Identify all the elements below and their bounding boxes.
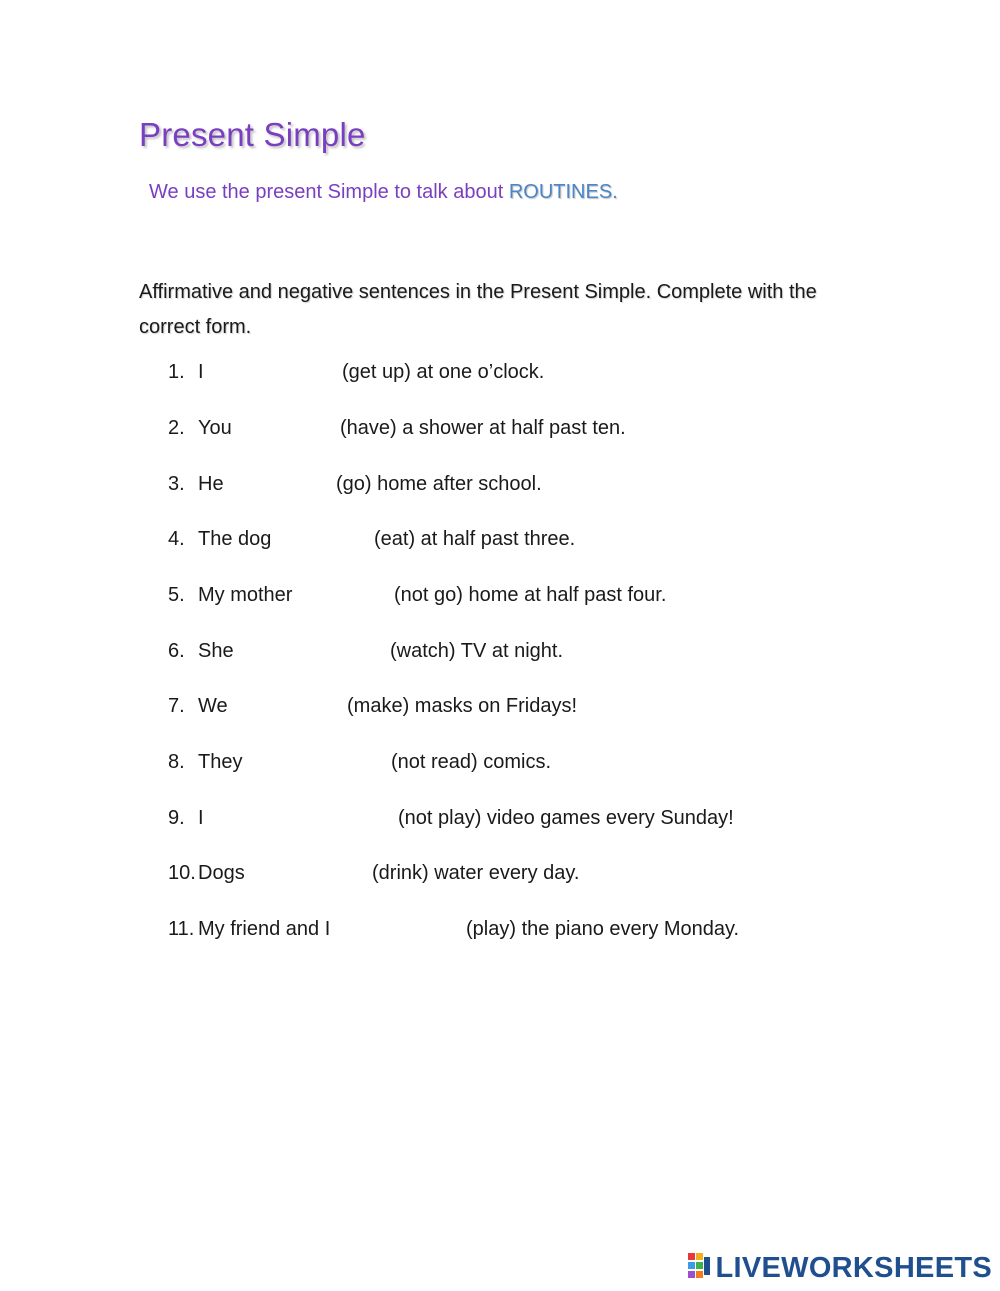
item-prompt: (play) the piano every Monday. [466, 918, 740, 940]
answer-blank-5[interactable] [318, 581, 319, 605]
item-subject: I [198, 361, 204, 383]
item-subject: The dog [198, 528, 272, 550]
item-subject: She [198, 640, 234, 662]
item-subject: We [198, 695, 228, 717]
answer-blank-3[interactable] [238, 470, 239, 494]
item-subject: You [198, 417, 232, 439]
liveworksheets-logo [688, 1253, 993, 1283]
item-number: 4. [168, 528, 185, 550]
item-number: 1. [168, 361, 185, 383]
answer-blank-6[interactable] [248, 637, 249, 661]
item-number: 5. [168, 584, 185, 606]
routines-highlight: ROUTINES. [508, 181, 618, 203]
item-subject: Dogs [198, 862, 245, 884]
answer-blank-8[interactable] [258, 748, 259, 772]
item-number: 2. [168, 417, 185, 439]
item-number: 6. [168, 640, 185, 662]
answer-blank-9[interactable] [218, 804, 219, 828]
answer-blank-4[interactable] [288, 525, 289, 549]
item-number: 11. [168, 918, 195, 940]
item-number: 3. [168, 473, 185, 495]
answer-blank-7[interactable] [248, 692, 249, 716]
item-prompt: (eat) at half past three. [374, 528, 576, 550]
liveworksheets-logo-icon [688, 1253, 712, 1284]
item-subject: I [198, 807, 204, 829]
item-prompt: (make) masks on Fridays! [347, 695, 578, 717]
answer-blank-1[interactable] [218, 358, 219, 382]
answer-blank-2[interactable] [248, 414, 249, 438]
item-number: 7. [168, 695, 185, 717]
item-prompt: (not read) comics. [391, 751, 552, 773]
intro-sentence: We use the present Simple to talk about [149, 181, 504, 203]
page-title: Present Simple [139, 116, 366, 153]
item-prompt: (watch) TV at night. [390, 640, 564, 662]
item-subject: My mother [198, 584, 293, 606]
answer-blank-11[interactable] [358, 915, 359, 939]
item-prompt: (not go) home at half past four. [394, 584, 667, 606]
logo-text: LIVEWORKSHEETS [715, 1251, 992, 1284]
item-prompt: (go) home after school. [336, 473, 542, 495]
answer-blank-10[interactable] [258, 859, 259, 883]
item-number: 8. [168, 751, 185, 773]
item-number: 9. [168, 807, 185, 829]
item-prompt: (get up) at one o’clock. [342, 361, 545, 383]
item-subject: My friend and I [198, 918, 331, 940]
instructions: Affirmative and negative sentences in the Present Simple. Complete with the correct form. [139, 281, 817, 338]
item-subject: They [198, 751, 243, 773]
item-prompt: (have) a shower at half past ten. [340, 417, 626, 439]
item-subject: He [198, 473, 224, 495]
item-number: 10. [168, 862, 196, 884]
item-prompt: (drink) water every day. [372, 862, 580, 884]
item-prompt: (not play) video games every Sunday! [398, 807, 734, 829]
